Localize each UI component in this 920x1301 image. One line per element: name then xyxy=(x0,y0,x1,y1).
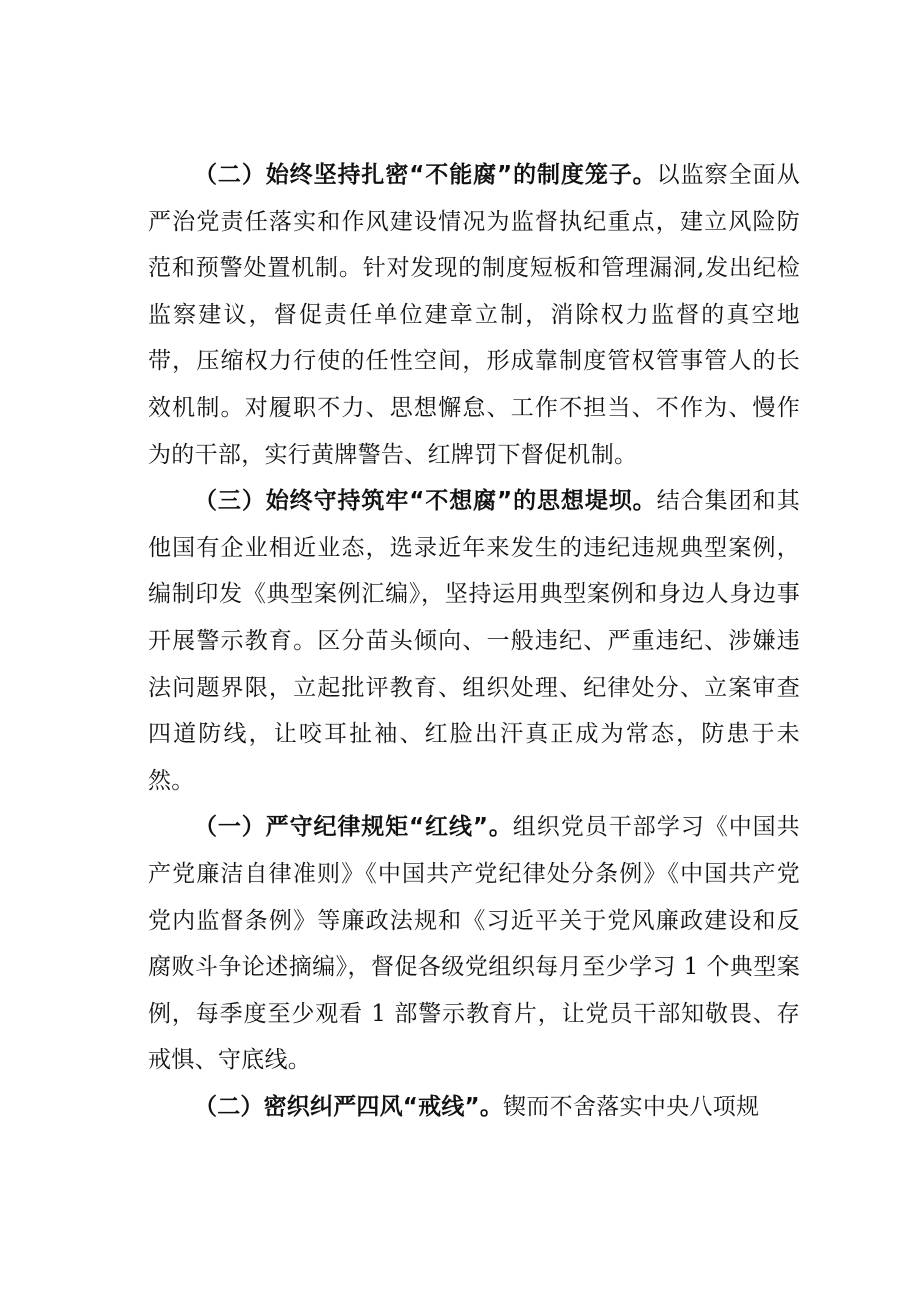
paragraph-discipline-redline xyxy=(148,804,800,1084)
paragraph-system-cage xyxy=(148,152,800,478)
paragraph-lead-heading: （一）严守纪律规矩“红线”。 xyxy=(194,814,513,841)
paragraph-body: 组织党员干部学习《中国共产党廉洁自律准则》《中国共产党纪律处分条例》《中国共产党党内监督条例》等廉政法规和《习近平关于党风廉政建设和反腐败斗争论述摘编》，督促各级党组织每月至少学习 1 个典型案例，每季度至少观看 1 部警示教育片，让党员干部知敬畏、存戒惧、守底线。 xyxy=(148,814,800,1074)
paragraph-body: 结合集团和其他国有企业相近业态，选录近年来发生的违纪违规典型案例，编制印发《典型案例汇编》，坚持运用典型案例和身边人身边事开展警示教育。区分苗头倾向、一般违纪、严重违纪、涉嫌违法问题界限，立起批评教育、组织处理、纪律处分、立案审查四道防线，让咬耳扯袖、红脸出汗真正成为常态，防患于未然。 xyxy=(148,488,800,794)
paragraph-ideological-dam xyxy=(148,478,800,804)
document-page xyxy=(148,140,800,1130)
paragraph-four-winds xyxy=(148,1084,800,1131)
paragraph-body: 以监察全面从严治党责任落实和作风建设情况为监督执纪重点，建立风险防范和预警处置机制。针对发现的制度短板和管理漏洞,发出纪检监察建议，督促责任单位建章立制，消除权力监督的真空地带，压缩权力行使的任性空间，形成靠制度管权管事管人的长效机制。对履职不力、思想懈怠、工作不担当、不作为、慢作为的干部，实行黄牌警告、红牌罚下督促机制。 xyxy=(148,162,800,468)
paragraph-lead-heading: （二）密织纠严四风“戒线”。 xyxy=(194,1093,504,1120)
paragraph-lead-heading: （三）始终守持筑牢“不想腐”的思想堤坝。 xyxy=(194,488,657,515)
paragraph-lead-heading: （二）始终坚持扎密“不能腐”的制度笼子。 xyxy=(194,162,657,188)
paragraph-body: 锲而不舍落实中央八项规 xyxy=(503,1093,760,1120)
